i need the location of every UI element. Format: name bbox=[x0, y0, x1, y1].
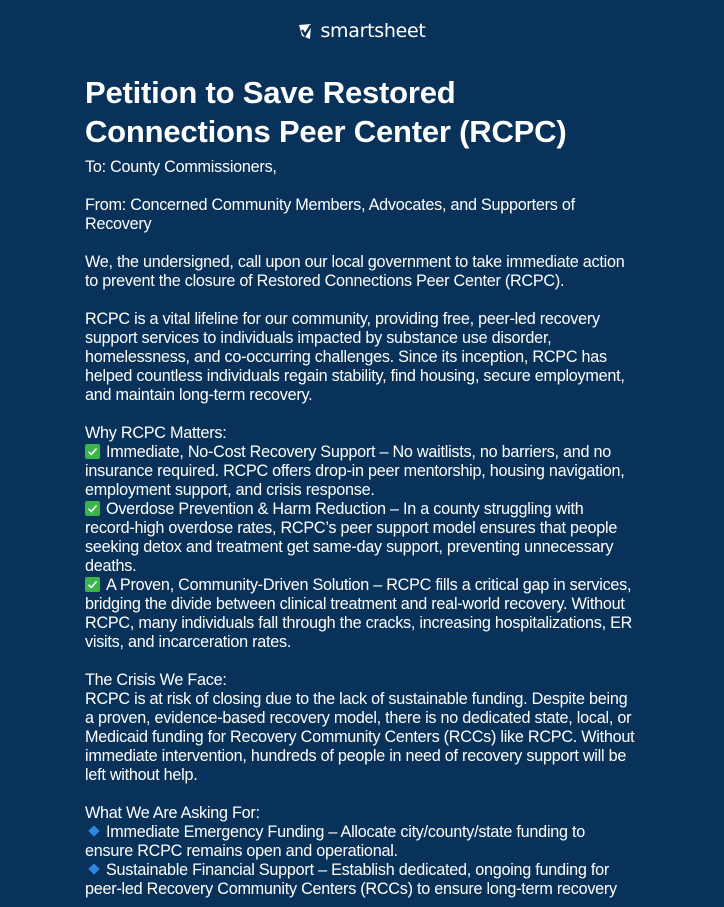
ask-item-text: Immediate Emergency Funding – Allocate city/county/state funding to ensure RCPC remains open and operational. bbox=[85, 823, 586, 860]
asks-heading: What We Are Asking For: bbox=[85, 804, 260, 822]
petition-body bbox=[85, 158, 637, 899]
to-line: To: County Commissioners, bbox=[85, 158, 277, 176]
crisis-text: RCPC is at risk of closing due to the lack of sustainable funding. Despite being a proven, evidence-based recovery model, there is no dedicated state, local, or Medicaid funding for Recovery Community Centers (RCCs) like RCPC. Without immediate intervention, hundreds of people in need of recovery support will be left without help. bbox=[85, 690, 635, 784]
page-title: Petition to Save Restored Connections Peer Center (RCPC) bbox=[85, 75, 567, 149]
crisis-section bbox=[85, 671, 637, 785]
asks-section bbox=[85, 804, 637, 899]
why-item-text: A Proven, Community-Driven Solution – RCPC fills a critical gap in services, bridging the divide between clinical treatment and real-world recovery. Without RCPC, many individuals fall through the cracks, increasing hospitalizations, ER visits, and incarceration rates. bbox=[85, 576, 633, 651]
crisis-heading: The Crisis We Face: bbox=[85, 671, 227, 689]
ask-item bbox=[85, 861, 637, 899]
check-mark-icon bbox=[85, 577, 100, 592]
check-mark-icon bbox=[85, 501, 100, 516]
blue-diamond-icon bbox=[88, 825, 99, 836]
from-line: From: Concerned Community Members, Advocates, and Supporters of Recovery bbox=[85, 196, 575, 233]
brand-header bbox=[0, 19, 724, 43]
brand-name: smartsheet bbox=[320, 20, 426, 42]
about-paragraph: RCPC is a vital lifeline for our community, providing free, peer-led recovery support services to individuals impacted by substance use disorder, homelessness, and co-occurring challenges. Since its inception, RCPC has helped countless individuals regain stability, find housing, secure employment, and maintain long-term recovery. bbox=[85, 310, 625, 404]
why-item bbox=[85, 576, 637, 652]
ask-item bbox=[85, 823, 637, 861]
why-item bbox=[85, 443, 637, 500]
smartsheet-logo-icon bbox=[298, 23, 314, 40]
why-section bbox=[85, 424, 637, 652]
check-mark-icon bbox=[85, 444, 100, 459]
why-item bbox=[85, 500, 637, 576]
why-item-text: Immediate, No-Cost Recovery Support – No waitlists, no barriers, and no insurance required. RCPC offers drop-in peer mentorship, housing navigation, employment support, and crisis response. bbox=[85, 443, 625, 499]
why-heading: Why RCPC Matters: bbox=[85, 424, 227, 442]
why-item-text: Overdose Prevention & Harm Reduction – In a county struggling with record-high overdose rates, RCPC’s peer support model ensures that people seeking detox and treatment get same-day support, preventing unnecessary deaths. bbox=[85, 500, 618, 575]
petition-content bbox=[85, 74, 637, 899]
ask-item-text: Sustainable Financial Support – Establish dedicated, ongoing funding for peer-led Recovery Community Centers (RCCs) to ensure long-term recovery bbox=[85, 861, 617, 898]
intro-paragraph: We, the undersigned, call upon our local government to take immediate action to prevent the closure of Restored Connections Peer Center (RCPC). bbox=[85, 253, 625, 290]
blue-diamond-icon bbox=[88, 863, 99, 874]
